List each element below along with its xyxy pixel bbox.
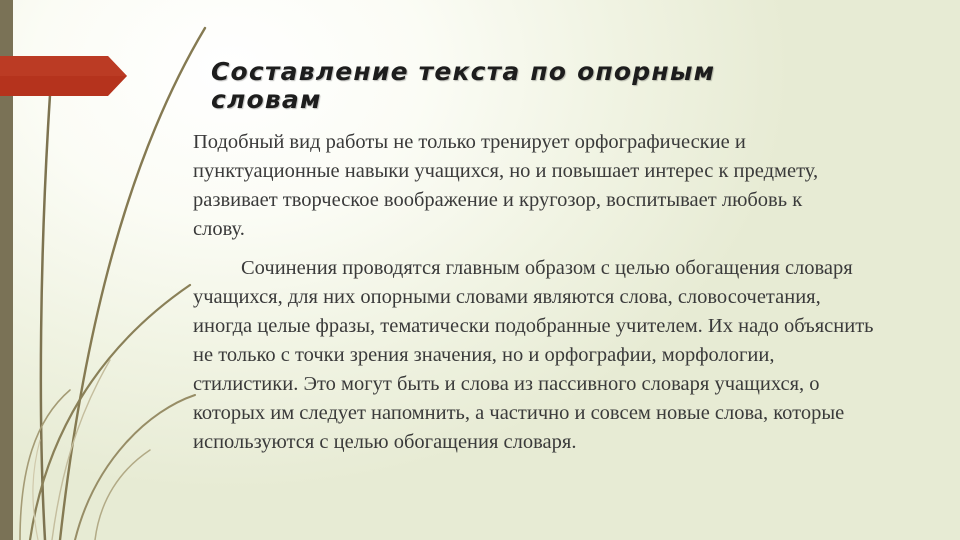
grass-blade	[95, 450, 150, 540]
body-paragraph: Сочинения проводятся главным образом с целью обогащения словаря учащихся, для них опорными словами являются слова, словосочетания, иногда целые фразы, тематически подобранные учителем. Их надо объяснить не только с точки зрения значения, но и орфографии, морфологии, стилистики. Это могут быть и слова из пассивного словаря учащихся, о которых им следует напомнить, а частично и совсем новые слова, которые используются с целью обогащения словаря.	[193, 257, 874, 453]
body-paragraph: Подобный вид работы не только тренирует орфографические и пунктуационные навыки учащихся, но и повышает интерес к предмету, развивает творческое воображение и кругозор, воспитывает любовь к слову.	[193, 131, 819, 240]
slide-body	[193, 128, 893, 457]
slide-title: Составление текста по опорным словам	[211, 57, 716, 114]
grass-blade	[75, 395, 195, 540]
title-accent-flag	[0, 56, 128, 96]
grass-blade	[33, 440, 40, 540]
grass-blade	[30, 285, 190, 540]
